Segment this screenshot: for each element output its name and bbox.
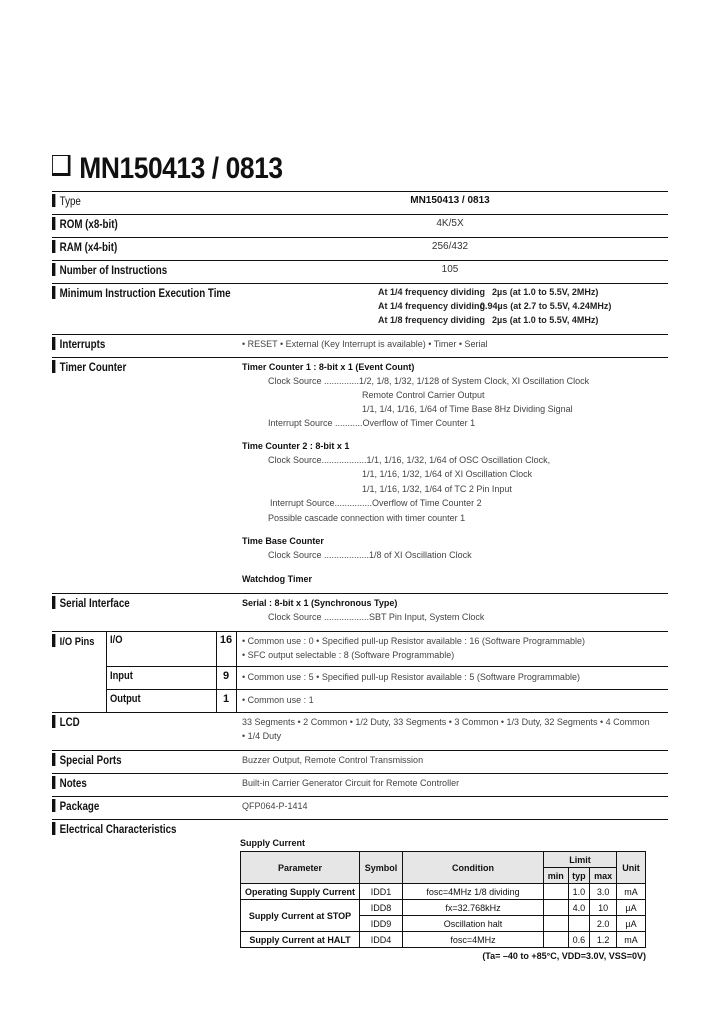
io-name-3: Output: [110, 693, 141, 705]
cell-max: 2.0: [590, 916, 617, 932]
value-package: QFP064-P-1414: [242, 801, 308, 811]
io-name-2: Input: [110, 670, 133, 682]
row-instructions: [52, 260, 668, 283]
label-instructions: Number of Instructions: [52, 263, 167, 277]
lcd-line-2: • 1/4 Duty: [242, 731, 282, 741]
th-symbol: Symbol: [360, 852, 403, 884]
value-instructions: 105: [441, 264, 459, 275]
square-bullet-icon: [52, 155, 70, 176]
tc1-line-3: 1/1, 1/4, 1/16, 1/64 of Time Base 8Hz Dividing Signal: [362, 404, 573, 414]
cell-param: Supply Current at STOP: [241, 900, 360, 932]
cell-param: Supply Current at HALT: [241, 932, 360, 948]
cell-condition: fx=32.768kHz: [403, 900, 544, 916]
row-ram: [52, 237, 668, 260]
io-pins-section: [52, 631, 668, 712]
label-io-pins: [52, 634, 94, 648]
tb-head: Time Base Counter: [242, 536, 324, 546]
cell-min: [544, 932, 569, 948]
io-label-text: I/O Pins: [59, 636, 95, 648]
value-type: MN150413 / 0813: [410, 195, 490, 206]
cell-condition: fosc=4MHz 1/8 dividing: [403, 884, 544, 900]
tc2-line-4: Interrupt Source...............Overflow of Time Counter 2: [270, 498, 482, 508]
th-unit: Unit: [617, 852, 646, 884]
divider: [236, 632, 237, 712]
label-serial: Serial Interface: [52, 596, 130, 610]
tc2-head: Time Counter 2 : 8-bit x 1: [242, 441, 350, 451]
tc1-head: Timer Counter 1 : 8-bit x 1 (Event Count): [242, 362, 415, 372]
row-rom: [52, 214, 668, 237]
th-condition: Condition: [403, 852, 544, 884]
label-electrical: Electrical Characteristics: [52, 822, 176, 836]
serial-line: Clock Source ..................SBT Pin Input, System Clock: [268, 612, 485, 622]
io-count-3: 1: [222, 693, 230, 705]
cell-condition: Oscillation halt: [403, 916, 544, 932]
cell-typ: 1.0: [568, 884, 590, 900]
cell-min: [544, 916, 569, 932]
exec-cond-2: At 1/4 frequency dividing: [378, 301, 486, 311]
table-row: [241, 932, 646, 948]
label-timer: Timer Counter: [52, 360, 126, 374]
divider: [106, 689, 668, 690]
row-electrical: [52, 819, 668, 842]
th-min: min: [544, 868, 569, 884]
io-count-2: 9: [222, 670, 230, 682]
exec-val-2: 0.94µs (at 2.7 to 5.5V, 4.24MHz): [480, 301, 612, 311]
bullet-bar-icon: [52, 634, 55, 647]
label-ram: RAM (x4-bit): [52, 240, 117, 254]
th-parameter: Parameter: [241, 852, 360, 884]
cell-condition: fosc=4MHz: [403, 932, 544, 948]
io-line-1a: • Common use : 0 • Specified pull-up Resistor available : 16 (Software Programmable): [242, 636, 585, 646]
cell-unit: mA: [617, 932, 646, 948]
supply-footnote: (Ta= –40 to +85°C, VDD=3.0V, VSS=0V): [482, 951, 646, 961]
lcd-line-1: 33 Segments • 2 Common • 1/2 Duty, 33 Segments • 3 Common • 1/3 Duty, 32 Segments • 4 Common: [242, 717, 650, 727]
table-row: [241, 900, 646, 916]
io-line-2: • Common use : 5 • Specified pull-up Resistor available : 5 (Software Programmable): [242, 672, 580, 682]
io-line-3: • Common use : 1: [242, 695, 314, 705]
tc1-line-1: Clock Source ..............1/2, 1/8, 1/32, 1/128 of System Clock, XI Oscillation Clock: [268, 376, 590, 386]
tc2-line-2: 1/1, 1/16, 1/32, 1/64 of XI Oscillation Clock: [362, 469, 533, 479]
tc2-line-5: Possible cascade connection with timer counter 1: [268, 513, 466, 523]
tc1-line-4: Interrupt Source ...........Overflow of Timer Counter 1: [268, 418, 476, 428]
divider: [106, 666, 668, 667]
row-type: [52, 191, 668, 214]
cell-typ: 0.6: [568, 932, 590, 948]
exec-val-3: 2µs (at 1.0 to 5.5V, 4MHz): [492, 315, 599, 325]
th-typ: typ: [568, 868, 590, 884]
cell-symbol: IDD1: [360, 884, 403, 900]
exec-cond-3: At 1/8 frequency dividing: [378, 315, 486, 325]
cell-max: 10: [590, 900, 617, 916]
cell-min: [544, 900, 569, 916]
th-max: max: [590, 868, 617, 884]
io-name-1: I/O: [110, 634, 123, 646]
tc2-line-1: Clock Source..................1/1, 1/16, 1/32, 1/64 of OSC Oscillation Clock,: [268, 455, 551, 465]
value-special: Buzzer Output, Remote Control Transmission: [242, 755, 424, 765]
page-title: [52, 152, 283, 186]
label-notes: Notes: [52, 776, 87, 790]
io-count-1: 16: [219, 634, 233, 646]
label-interrupts: Interrupts: [52, 337, 105, 351]
row-package: [52, 796, 668, 819]
supply-current-title: Supply Current: [240, 838, 306, 848]
exec-val-1: 2µs (at 1.0 to 5.5V, 2MHz): [492, 287, 599, 297]
label-rom: ROM (x8-bit): [52, 217, 118, 231]
exec-cond-1: At 1/4 frequency dividing: [378, 287, 486, 297]
tc1-line-2: Remote Control Carrier Output: [362, 390, 485, 400]
cell-symbol: IDD9: [360, 916, 403, 932]
table-row: [241, 884, 646, 900]
cell-unit: µA: [617, 916, 646, 932]
label-lcd: LCD: [52, 715, 80, 729]
title-text: MN150413 / 0813: [79, 152, 283, 185]
th-limit: Limit: [544, 852, 617, 868]
cell-min: [544, 884, 569, 900]
label-special: Special Ports: [52, 753, 122, 767]
divider: [106, 632, 107, 712]
supply-current-table: [240, 851, 646, 948]
cell-symbol: IDD4: [360, 932, 403, 948]
value-rom: 4K/5X: [436, 218, 464, 229]
io-line-1b: • SFC output selectable : 8 (Software Programmable): [242, 650, 455, 660]
cell-typ: 4.0: [568, 900, 590, 916]
tb-line: Clock Source ..................1/8 of XI Oscillation Clock: [268, 550, 472, 560]
value-interrupts: • RESET • External (Key Interrupt is available) • Timer • Serial: [242, 339, 488, 349]
value-notes: Built-in Carrier Generator Circuit for Remote Controller: [242, 778, 460, 788]
cell-unit: µA: [617, 900, 646, 916]
cell-typ: [568, 916, 590, 932]
tc2-line-3: 1/1, 1/16, 1/32, 1/64 of TC 2 Pin Input: [362, 484, 512, 494]
cell-param: Operating Supply Current: [241, 884, 360, 900]
label-package: Package: [52, 799, 99, 813]
cell-max: 3.0: [590, 884, 617, 900]
serial-head: Serial : 8-bit x 1 (Synchronous Type): [242, 598, 398, 608]
value-ram: 256/432: [431, 241, 469, 252]
label-exec-time: Minimum Instruction Execution Time: [52, 286, 231, 300]
cell-symbol: IDD8: [360, 900, 403, 916]
label-type: Type: [52, 194, 81, 208]
cell-unit: mA: [617, 884, 646, 900]
wd-head: Watchdog Timer: [242, 574, 313, 584]
cell-max: 1.2: [590, 932, 617, 948]
